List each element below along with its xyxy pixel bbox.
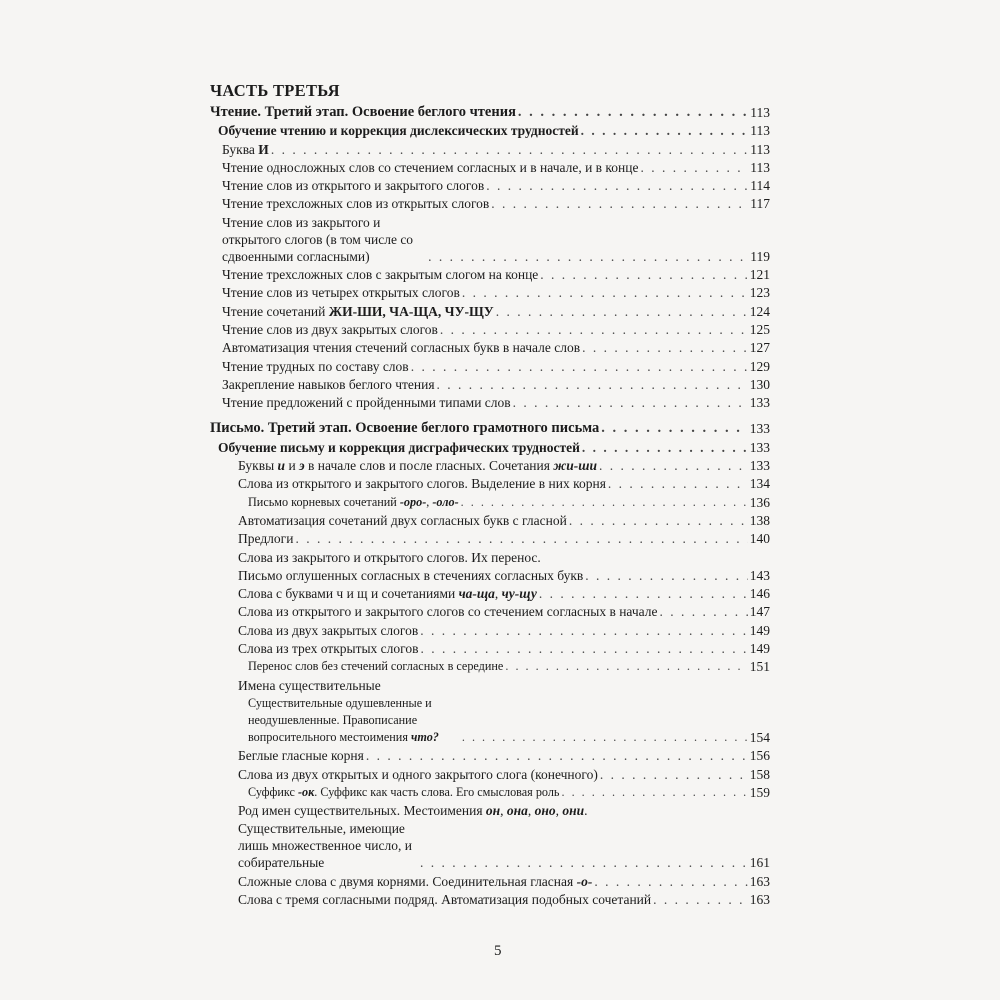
toc-entry <box>210 321 770 338</box>
toc-entry-title: Чтение слов из открытого и закрытого слогов <box>222 178 485 194</box>
leader-dots <box>581 122 749 139</box>
leader-dots <box>486 177 748 194</box>
leader-dots <box>491 195 748 212</box>
toc-text-fragment: , <box>527 803 535 819</box>
toc-page-number: 149 <box>749 641 770 657</box>
leader-dots <box>437 376 748 393</box>
toc-entry-title: Письмо. Третий этап. Освоение беглого грамотного письма <box>210 420 600 437</box>
toc-page-number: 127 <box>749 340 770 356</box>
toc-entry <box>210 214 770 265</box>
toc-page-number: 113 <box>750 141 770 157</box>
toc-page-number: 123 <box>749 285 770 301</box>
toc-page-number: 125 <box>749 321 770 337</box>
toc-entry-title: Слова из открытого и закрытого слогов. Выделение в них корня <box>238 476 606 492</box>
leader-dots <box>601 420 747 437</box>
toc-page-number: 113 <box>750 159 770 175</box>
toc-page-number: 133 <box>749 421 770 437</box>
page-number: 5 <box>494 943 502 959</box>
leader-dots <box>608 475 748 492</box>
leader-dots <box>462 729 748 746</box>
toc-page-number: 158 <box>749 766 770 782</box>
leader-dots <box>366 747 748 764</box>
toc-entry <box>210 658 770 675</box>
leader-dots <box>496 303 748 320</box>
table-of-contents <box>210 80 770 909</box>
toc-entry-title: Обучение чтению и коррекция дислексических трудностей <box>218 123 579 139</box>
toc-entry-title <box>238 873 592 890</box>
leader-dots <box>295 530 747 547</box>
toc-entry-title: Беглые гласные корня <box>238 748 364 764</box>
leader-dots <box>594 873 747 890</box>
toc-entry <box>210 622 770 639</box>
toc-entry <box>210 376 770 393</box>
toc-entry <box>210 266 770 283</box>
toc-text-fragment: -оло- <box>432 494 459 509</box>
toc-entry <box>210 141 770 158</box>
toc-page-number: 156 <box>749 748 770 764</box>
toc-text-fragment: Слова с буквами ч и щ и сочетаниями <box>238 586 459 602</box>
toc-page-number: 154 <box>749 729 770 745</box>
leader-dots <box>660 603 748 620</box>
toc-page-number: 133 <box>749 458 770 474</box>
toc-entry-title: Слова из двух закрытых слогов <box>238 622 419 638</box>
toc-entry <box>210 530 770 547</box>
toc-text-fragment: чу-щу <box>501 586 537 602</box>
toc-page-number: 134 <box>749 476 770 492</box>
toc-entry <box>210 695 770 746</box>
toc-text-fragment: в начале слов и после гласных. Сочетания <box>304 458 554 474</box>
toc-entry <box>210 820 770 871</box>
toc-text-fragment: , <box>494 586 502 602</box>
toc-entry <box>210 677 770 694</box>
toc-page-number: 140 <box>749 531 770 547</box>
toc-chapter <box>210 420 770 437</box>
toc-text-fragment: ча-ща <box>458 586 495 602</box>
leader-dots <box>582 339 748 356</box>
toc-entry-title <box>238 457 597 474</box>
leader-dots <box>599 457 748 474</box>
leader-dots <box>569 512 748 529</box>
toc-page-number: 133 <box>749 439 770 455</box>
toc-text-fragment: Род имен существительных. Местоимения <box>238 803 486 819</box>
toc-entry <box>210 195 770 212</box>
toc-text-fragment: , <box>500 803 507 819</box>
toc-entry-title: Слова из открытого и закрытого слогов со стечением согласных в начале <box>238 604 658 620</box>
leader-dots <box>513 394 748 411</box>
toc-text-fragment: они <box>562 803 585 819</box>
toc-entry-title: Существительные, имеющие лишь множественное число, и собирательные <box>238 821 412 871</box>
toc-text-fragment: . Суффикс как часть слова. Его смысловая роль <box>314 784 560 799</box>
toc-page-number: 143 <box>749 567 770 583</box>
toc-entry-title: Слова из трех открытых слогов <box>238 641 419 657</box>
toc-entry-title: Чтение трудных по составу слов <box>222 358 409 374</box>
toc-text-fragment: Буквы <box>238 458 278 474</box>
toc-text-fragment: что? <box>410 729 439 744</box>
toc-page-number: 146 <box>749 586 770 602</box>
toc-section <box>210 439 770 456</box>
toc-entry-title <box>238 585 537 602</box>
toc-entry-title: Слова из двух открытых и одного закрытого слога (конечного) <box>238 766 598 782</box>
toc-entry-title <box>248 494 459 511</box>
toc-page-number: 130 <box>749 376 770 392</box>
leader-dots <box>653 891 748 908</box>
toc-text-fragment: Существительные одушевленные и неодушевленные. Правописание вопросительного местоимения <box>248 695 432 744</box>
toc-text-fragment: оно <box>534 803 556 819</box>
toc-entry <box>210 177 770 194</box>
toc-entry <box>210 475 770 492</box>
toc-text-fragment: Суффикс <box>248 784 298 799</box>
toc-entry-title: Автоматизация сочетаний двух согласных букв с гласной <box>238 512 567 528</box>
leader-dots <box>462 284 748 301</box>
toc-page-number: 138 <box>749 512 770 528</box>
leader-dots <box>518 104 748 121</box>
toc-text-fragment: И <box>258 141 269 157</box>
toc-entry <box>210 303 770 320</box>
leader-dots <box>420 622 748 639</box>
toc-entry-title <box>248 784 559 801</box>
toc-text-fragment: ЖИ-ШИ, ЧА-ЩА, ЧУ-ЩУ <box>328 303 494 319</box>
toc-page-number: 114 <box>750 178 770 194</box>
leader-dots <box>641 159 749 176</box>
toc-entry-title: Чтение слов из закрытого и открытого слогов (в том числе со сдвоенными согласными) <box>222 214 414 264</box>
toc-entry-title: Предлоги <box>238 531 294 547</box>
toc-entry <box>210 512 770 529</box>
toc-page-number: 119 <box>750 248 770 264</box>
toc-chapter <box>210 104 770 121</box>
toc-page-number: 159 <box>749 784 770 800</box>
toc-entry-title: Имена существительные <box>238 677 381 693</box>
toc-entry-title: Слова с тремя согласными подряд. Автоматизация подобных сочетаний <box>238 891 652 907</box>
toc-text-fragment: Сложные слова с двумя корнями. Соединительная гласная <box>238 873 577 889</box>
leader-dots <box>271 141 748 158</box>
leader-dots <box>420 854 748 871</box>
toc-entry <box>210 159 770 176</box>
toc-text-fragment: и <box>285 458 300 474</box>
toc-entry-title <box>222 303 494 320</box>
toc-text-fragment: он <box>485 803 501 819</box>
toc-entry <box>210 802 770 819</box>
toc-page-number: 163 <box>749 873 770 889</box>
toc-text-fragment: -оро- <box>399 494 427 509</box>
toc-entry-title: Перенос слов без стечений согласных в середине <box>248 659 504 674</box>
toc-entry <box>210 891 770 908</box>
toc-page-number: 149 <box>749 622 770 638</box>
leader-dots <box>428 248 748 265</box>
toc-text-fragment: и <box>277 458 286 474</box>
leader-dots <box>539 585 748 602</box>
toc-body <box>210 104 770 908</box>
toc-entry-title: Закрепление навыков беглого чтения <box>222 376 435 392</box>
leader-dots <box>505 658 747 675</box>
toc-text-fragment: Письмо корневых сочетаний <box>248 494 400 509</box>
toc-text-fragment: , <box>426 494 433 509</box>
toc-entry <box>210 784 770 801</box>
leader-dots <box>440 321 748 338</box>
leader-dots <box>582 439 748 456</box>
toc-text-fragment: Буква <box>222 141 259 157</box>
toc-text-fragment: жи-ши <box>553 458 597 474</box>
toc-entry <box>210 394 770 411</box>
toc-entry-title: Чтение слов из четырех открытых слогов <box>222 285 460 301</box>
toc-entry-title: Обучение письму и коррекция дисграфических трудностей <box>218 439 580 455</box>
toc-section <box>210 122 770 139</box>
leader-dots <box>600 766 748 783</box>
leader-dots <box>561 784 747 801</box>
toc-page-number: 163 <box>749 891 770 907</box>
toc-entry <box>210 640 770 657</box>
toc-entry <box>210 567 770 584</box>
leader-dots <box>421 640 748 657</box>
toc-entry <box>210 494 770 511</box>
toc-text-fragment: . <box>584 803 588 819</box>
toc-entry <box>210 747 770 764</box>
toc-entry-title: Чтение предложений с пройденными типами слов <box>222 395 511 411</box>
toc-entry <box>210 457 770 474</box>
toc-page-number: 151 <box>749 659 770 675</box>
toc-page-number: 113 <box>750 105 770 120</box>
toc-entry-title: Чтение трехсложных слов с закрытым слогом на конце <box>222 267 539 283</box>
toc-entry <box>210 339 770 356</box>
toc-page-number: 136 <box>749 494 770 510</box>
toc-entry <box>210 358 770 375</box>
toc-entry <box>210 549 770 566</box>
toc-entry <box>210 585 770 602</box>
toc-page-number: 161 <box>749 855 770 871</box>
toc-entry-title: Письмо оглушенных согласных в стечениях согласных букв <box>238 567 584 583</box>
toc-page-number: 124 <box>749 303 770 319</box>
toc-entry-title: Чтение односложных слов со стечением согласных и в начале, и в конце <box>222 159 639 175</box>
toc-entry-title: Слова из закрытого и открытого слогов. Их перенос. <box>238 549 541 565</box>
toc-entry-title <box>222 141 269 158</box>
toc-entry-title: Чтение. Третий этап. Освоение беглого чтения <box>210 104 516 120</box>
toc-page-number: 133 <box>749 395 770 411</box>
toc-text-fragment: , <box>555 803 563 819</box>
toc-page-number: 121 <box>749 267 770 283</box>
toc-entry <box>210 603 770 620</box>
toc-entry <box>210 873 770 890</box>
part-heading: ЧАСТЬ ТРЕТЬЯ <box>210 81 340 100</box>
toc-text-fragment: -ок <box>297 784 315 799</box>
toc-page-number: 129 <box>749 358 770 374</box>
toc-entry-title <box>248 695 460 746</box>
toc-text-fragment: -о- <box>576 873 593 889</box>
toc-entry <box>210 284 770 301</box>
toc-entry-title: Чтение трехсложных слов из открытых слогов <box>222 196 490 212</box>
leader-dots <box>540 266 747 283</box>
toc-text-fragment: э <box>299 458 305 474</box>
leader-dots <box>411 358 748 375</box>
section-spacer <box>210 412 770 420</box>
toc-page-number: 117 <box>750 196 770 212</box>
toc-entry-title: Автоматизация чтения стечений согласных букв в начале слов <box>222 340 581 356</box>
toc-entry-title <box>238 802 588 819</box>
leader-dots <box>461 494 748 511</box>
toc-text-fragment: Чтение сочетаний <box>222 303 329 319</box>
toc-entry <box>210 766 770 783</box>
toc-page-number: 147 <box>749 604 770 620</box>
toc-entry-title: Чтение слов из двух закрытых слогов <box>222 321 438 337</box>
toc-text-fragment: она <box>506 803 528 819</box>
leader-dots <box>585 567 747 584</box>
toc-page-number: 113 <box>750 123 770 139</box>
